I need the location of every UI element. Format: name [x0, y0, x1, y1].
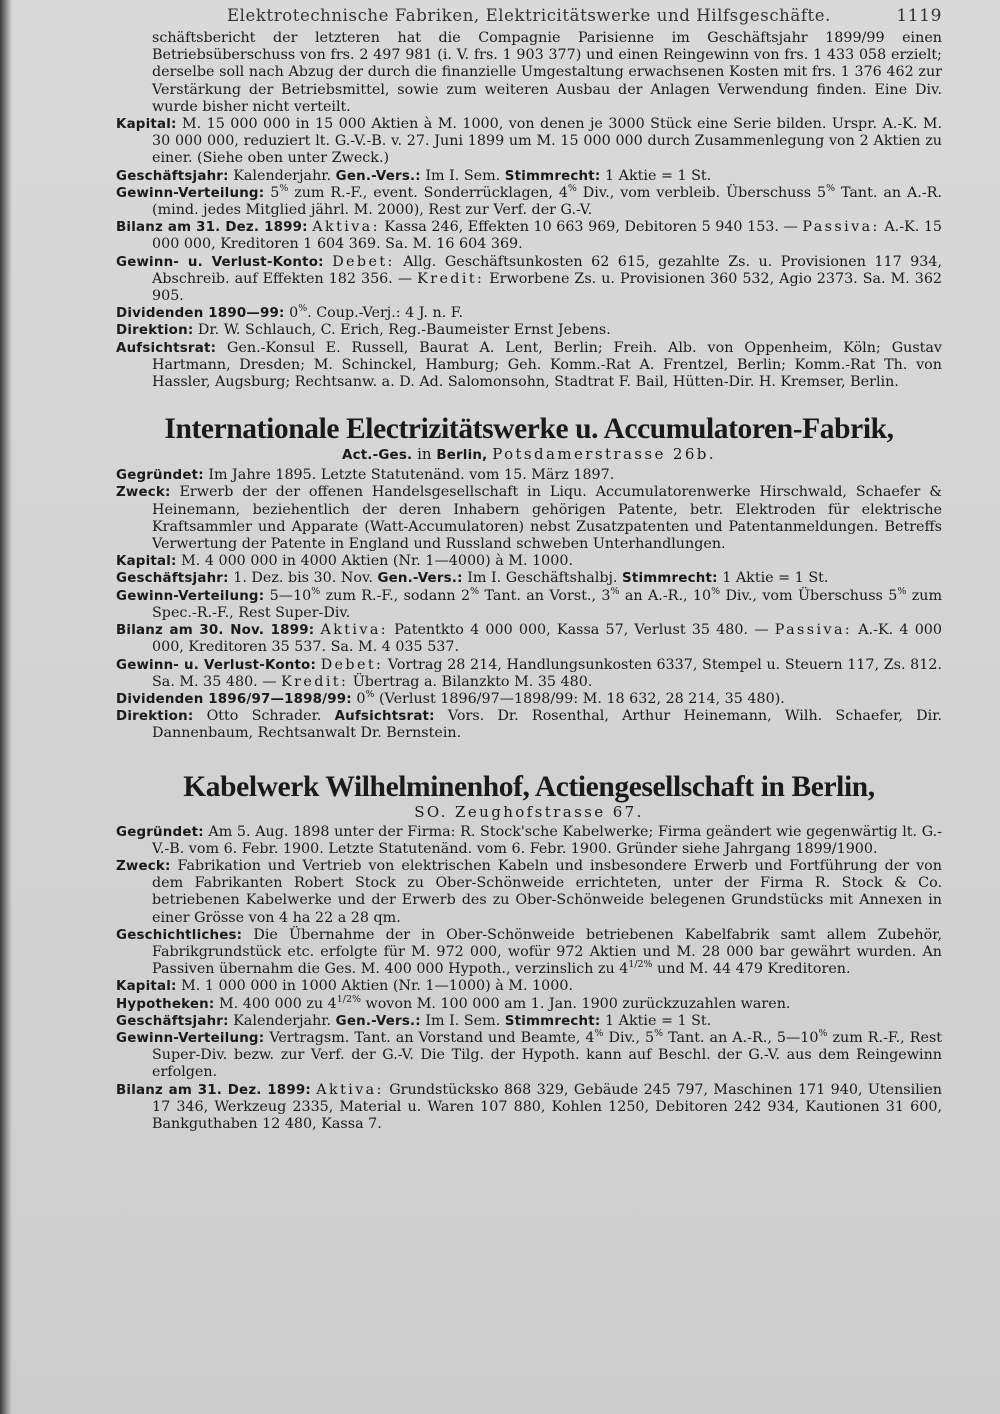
- sr-label: Stimmrecht:: [504, 168, 601, 184]
- guv-label: Gewinn- u. Verlust-Konto:: [116, 657, 317, 673]
- debet-text: Vortrag 28 214, Handlungsunkosten 6337, Stempel u. Steuern 117, Zs. 812. Sa. M. 35 480. —: [152, 656, 942, 690]
- div-tail: (Verlust 1896/97—1898/99: M. 18 632, 28 214, 35 480).: [378, 690, 785, 707]
- entry1-dividenden: [116, 305, 942, 322]
- gj-label: Geschäftsjahr:: [116, 1013, 229, 1029]
- gv-part: Tant. an A.-R., 5—10: [668, 1029, 819, 1046]
- entry1-kapital: [116, 116, 942, 168]
- entry2-gegruendet: [116, 467, 942, 484]
- aktiva-label: Aktiva:: [316, 1081, 384, 1098]
- zweck-text: Erwerb der der offenen Handelsgesellschaft in Liqu. Accumulatorenwerke Hirschwald, Schaefer & Heinemann, beziehentlich der deren Inhabern gehörigen Patente, betr. Elektroden für elektrische Kraftsammler und Apparate (Watt-Accumulatoren) nebst Zusatzpatenten und Patentanmeldungen. Betreffs Verwertung der Patente in England und Russland schweben Unterhandlungen.: [152, 484, 942, 553]
- passiva-text: A.-K. 4 000 000, Kreditoren 35 537. Sa. M. 4 035 537.: [152, 622, 943, 656]
- gv-text: Im I. Geschäftshalbj.: [467, 570, 618, 587]
- bilanz-label: Bilanz am 31. Dez. 1899:: [116, 1082, 311, 1098]
- percent-sign: %: [567, 183, 577, 195]
- entry1-geschaeftsjahr: [116, 168, 942, 185]
- percent-sign: %: [711, 585, 721, 597]
- entry3-zweck: [116, 858, 942, 927]
- sr-text: 1 Aktie = 1 St.: [605, 167, 712, 184]
- entry1-bilanz: [116, 219, 942, 253]
- gv-part: 5: [270, 184, 280, 201]
- entry-kabelwerk: [116, 824, 942, 1134]
- gv-part: Div., vom Überschuss 5: [725, 587, 898, 604]
- entry2-geschaeftsjahr: [116, 570, 942, 587]
- section-gap: [116, 743, 942, 771]
- kapital-label: Kapital:: [116, 979, 177, 995]
- div-value: 0: [356, 690, 366, 707]
- kapital-text: M. 4 000 000 in 4000 Aktien (Nr. 1—4000) à M. 1000.: [181, 553, 573, 570]
- aktiva-text: Kassa 246, Effekten 10 663 969, Debitoren 5 940 153. —: [384, 219, 798, 236]
- gv-part: zum R.-F., Rest Super-Div. bezw. zur Verf. der G.-V. Die Tilg. der Hypoth. kann auf Beschl. der G.-V. aus dem Reingewinn erfolgen.: [152, 1029, 943, 1081]
- company-address: SO. Zeughofstrasse 67.: [414, 802, 644, 821]
- percent-sign: %: [826, 183, 836, 195]
- percent-sign: %: [643, 959, 653, 971]
- gj-label: Geschäftsjahr:: [116, 571, 229, 587]
- entry1-aufsichtsrat: [116, 340, 942, 392]
- entry3-bilanz: [116, 1082, 942, 1134]
- percent-sign: %: [351, 993, 361, 1005]
- percent-sign: %: [311, 585, 321, 597]
- percent-sign: %: [470, 585, 480, 597]
- ar-label: Aufsichtsrat:: [334, 709, 435, 725]
- hyp-text: M. 400 000 zu 4: [219, 995, 337, 1012]
- entry1-intro: schäftsbericht der letzteren hat die Compagnie Parisienne im Geschäftsjahr 1899/99 einen Betriebsüberschuss von frs. 2 497 981 (i. V. frs. 1 903 377) und einen Reingewinn von frs. 1 433 058 erzielt; derselbe soll nach Abzug der durch die finanzielle Umgestaltung erwachsenen Kosten mit frs. 1 376 462 zur Verstärkung der Betriebsmittel, sowie zum weiteren Ausbau der Anlagen Verwendung finden. Eine Div. wurde bisher nicht verteilt.: [152, 30, 942, 115]
- page-number: 1119: [896, 6, 942, 26]
- guv-label: Gewinn- u. Verlust-Konto:: [116, 254, 324, 270]
- fraction: 1/2: [628, 959, 644, 971]
- percent-sign: %: [654, 1028, 664, 1040]
- running-head: [116, 4, 942, 30]
- percent-sign: %: [610, 585, 620, 597]
- gv-part: 5—10: [269, 587, 312, 604]
- kapital-text: M. 15 000 000 in 15 000 Aktien à M. 1000, von denen je 3000 Stück eine Serie bilden. Urspr. A.-K. M. 30 000 000, reduziert lt. G.-V.-B. v. 27. Juni 1899 um M. 15 000 000 durch Zusammenlegung von 2 Aktien zu einer. (Siehe oben unter Zweck.): [152, 116, 942, 167]
- aktiva-text: Grundstücksko 868 329, Gebäude 245 797, Maschinen 171 940, Utensilien 17 346, Werkzeug 2335, Material u. Waren 107 880, Kohlen 1250, Debitoren 242 934, Kautionen 31 600, Bankguthaben 12 480, Kassa 7.: [152, 1081, 943, 1132]
- aktiva-label: Aktiva:: [312, 219, 380, 236]
- gj-text: Kalenderjahr.: [233, 167, 332, 184]
- company-address: Potsdamerstrasse 26b.: [492, 445, 716, 464]
- percent-sign: %: [279, 183, 289, 195]
- passiva-text: A.-K. 15 000 000, Kreditoren 1 604 369. Sa. M. 16 604 369.: [152, 219, 943, 253]
- entry3-geschichtliches: [116, 927, 942, 979]
- kredit-text: Übertrag a. Bilanzkto M. 35 480.: [352, 673, 593, 690]
- fraction: 1/2: [336, 993, 352, 1005]
- kapital-label: Kapital:: [116, 117, 177, 133]
- entry2-bilanz: [116, 622, 942, 656]
- sr-text: 1 Aktie = 1 St.: [722, 570, 829, 587]
- kapital-text: M. 1 000 000 in 1000 Aktien (Nr. 1—1000) à M. 1000.: [181, 978, 573, 995]
- div-value: 0: [289, 305, 299, 322]
- sr-label: Stimmrecht:: [504, 1013, 601, 1029]
- entry1-guv: [116, 254, 942, 306]
- sub-in: in: [417, 445, 432, 464]
- ar-label: Aufsichtsrat:: [116, 340, 217, 356]
- company-city: Berlin,: [436, 448, 488, 464]
- dir-text: Otto Schrader.: [206, 708, 322, 725]
- percent-sign: %: [818, 1028, 828, 1040]
- gv-part: Div., 5: [608, 1029, 655, 1046]
- sr-label: Stimmrecht:: [622, 571, 718, 587]
- entry3-gegruendet: [116, 824, 942, 858]
- gv-part: zum R.-F., event. Sonderrücklagen, 4: [294, 184, 568, 201]
- gv-text: Im I. Sem.: [425, 167, 501, 184]
- gesch-label: Geschichtliches:: [116, 927, 243, 943]
- gegr-text: Am 5. Aug. 1898 unter der Firma: R. Stock'sche Kabelwerke; Firma geändert wie gegenwärtig lt. G.-V.-B. vom 6. Febr. 1900. Letzte Statutenänd. vom 6. Febr. 1900. Gründer siehe Jahrgang 1899/1900.: [152, 823, 942, 857]
- entry3-kapital: [116, 978, 942, 995]
- zweck-label: Zweck:: [116, 485, 171, 501]
- debet-label: Debet:: [332, 253, 395, 270]
- gegr-label: Gegründet:: [116, 824, 204, 840]
- passiva-label: Passiva:: [774, 622, 853, 639]
- gv-part: Tant. an A.-R. (mind. jedes Mitglied jährl. M. 2000), Rest zur Verf. der G.-V.: [152, 184, 942, 219]
- dir-label: Direktion:: [116, 709, 194, 725]
- sr-text: 1 Aktie = 1 St.: [605, 1012, 712, 1029]
- entry2-zweck: [116, 484, 942, 553]
- gv-part: zum Spec.-R.-F., Rest Super-Div.: [152, 587, 943, 621]
- entry3-gewinn-verteilung: [116, 1030, 942, 1082]
- gv-part: Div., vom verbleib. Überschuss 5: [582, 184, 827, 201]
- gv-part: Vertragsm. Tant. an Vorstand und Beamte, 4: [269, 1029, 595, 1046]
- debet-label: Debet:: [320, 656, 384, 673]
- section-gap: [116, 391, 942, 413]
- company-subtitle: [116, 445, 942, 465]
- gewinnvert-label: Gewinn-Verteilung:: [116, 588, 265, 604]
- gegr-label: Gegründet:: [116, 468, 204, 484]
- kredit-text: Erworbene Zs. u. Provisionen 360 532, Agio 2373. Sa. M. 362 905.: [152, 270, 943, 305]
- hyp-text: wovon M. 100 000 am 1. Jan. 1900 zurückzuzahlen waren.: [365, 995, 791, 1012]
- ar-text: Vors. Dr. Rosenthal, Arthur Heinemann, Wilh. Schaefer, Dir. Dannenbaum, Rechtsanwalt Dr. Bernstein.: [152, 708, 942, 742]
- percent-sign: %: [594, 1028, 604, 1040]
- passiva-label: Passiva:: [802, 219, 880, 236]
- gewinnvert-label: Gewinn-Verteilung:: [116, 1030, 265, 1046]
- entry2-guv: [116, 657, 942, 691]
- entry-internationale: [116, 467, 942, 742]
- gewinnvert-label: Gewinn-Verteilung:: [116, 185, 265, 201]
- entry3-hypotheken: [116, 993, 942, 1013]
- company-form: Act.-Ges.: [342, 448, 413, 464]
- gj-text: 1. Dez. bis 30. Nov.: [233, 570, 373, 587]
- zweck-label: Zweck:: [116, 858, 171, 874]
- hyp-label: Hypotheken:: [116, 996, 215, 1012]
- kredit-label: Kredit:: [281, 673, 349, 690]
- entry2-gewinn-verteilung: [116, 585, 943, 622]
- gj-label: Geschäftsjahr:: [116, 168, 229, 184]
- running-title: Elektrotechnische Fabriken, Elektricitätswerke und Hilfsgeschäfte.: [227, 6, 831, 25]
- gv-label: Gen.-Vers.:: [335, 168, 421, 184]
- entry-compagnie-continued: [116, 30, 942, 391]
- entry2-dividenden: [116, 691, 942, 708]
- gv-part: an A.-R., 10: [624, 587, 712, 604]
- ar-text: Gen.-Konsul E. Russell, Baurat A. Lent, Berlin; Freih. Alb. von Oppenheim, Köln; Gustav Hartmann, Dresden; M. Schinckel, Hamburg; Geh. Komm.-Rat A. Frentzel, Berlin; Komm.-Rat Th. von Hassler, Augsburg; Rechtsanw. a. D. Ad. Salomonsohn, Stadtrat F. Bail, Hütten-Dir. H. Kremser, Berlin.: [152, 339, 943, 391]
- gv-part: Tant. an Vorst., 3: [484, 587, 611, 604]
- entry2-kapital: [116, 553, 942, 570]
- percent-sign: %: [298, 303, 308, 315]
- gv-label: Gen.-Vers.:: [377, 571, 463, 587]
- div-tail: . Coup.-Verj.: 4 J. n. F.: [307, 305, 464, 322]
- gj-text: Kalenderjahr.: [233, 1012, 332, 1029]
- div-label: Dividenden 1890—99:: [116, 306, 285, 322]
- zweck-text: Fabrikation und Vertrieb von elektrischen Kabeln und insbesondere Erwerb und Fortführung der von dem Fabrikanten Robert Stock zu Ober-Schönweide errichteten, unter der Firma R. Stock & Co. betriebenen Kabelwerke und der Erwerb des zu Ober-Schönweide belegenen Grundstücks mit Annexen in einer Grösse von 4 ha 22 a 28 qm.: [152, 857, 942, 926]
- debet-text: Allg. Geschäftsunkosten 62 615, gezahlte Zs. u. Provisionen 117 934, Abschreib. auf Effekten 182 356. —: [152, 253, 942, 287]
- company-title-kabelwerk: Kabelwerk Wilhelminenhof, Actiengesellschaft in Berlin,: [183, 770, 875, 803]
- kredit-label: Kredit:: [417, 270, 485, 287]
- kapital-label: Kapital:: [116, 554, 177, 570]
- gv-part: zum R.-F., sodann 2: [325, 587, 471, 604]
- percent-sign: %: [365, 689, 375, 701]
- dir-label: Direktion:: [116, 323, 194, 339]
- gesch-text: Die Übernahme der in Ober-Schönweide betriebenen Kabelfabrik samt allem Zubehör, Fabrikgrundstück etc. erfolgte für M. 972 000, wofür 972 Aktien und M. 28 000 bar gewährt wurden. An Passiven übernahm die Ges. M. 400 000 Hypoth., verzinslich zu 4: [152, 926, 943, 978]
- gegr-text: Im Jahre 1895. Letzte Statutenänd. vom 15. März 1897.: [208, 467, 615, 484]
- bilanz-label: Bilanz am 31. Dez. 1899:: [116, 220, 308, 236]
- gesch-tail: und M. 44 479 Kreditoren.: [657, 961, 851, 978]
- bilanz-label: Bilanz am 30. Nov. 1899:: [116, 623, 315, 639]
- percent-sign: %: [897, 585, 907, 597]
- div-label: Dividenden 1896/97—1898/99:: [116, 691, 352, 707]
- aktiva-text: Patentkto 4 000 000, Kassa 57, Verlust 35 480. —: [394, 622, 769, 639]
- aktiva-label: Aktiva:: [320, 622, 389, 639]
- gv-text: Im I. Sem.: [425, 1012, 501, 1029]
- company-title-internationale: Internationale Electrizitätswerke u. Accumulatoren-Fabrik,: [164, 413, 894, 446]
- dir-text: Dr. W. Schlauch, C. Erich, Reg.-Baumeister Ernst Jebens.: [197, 322, 611, 339]
- entry1-direktion: [116, 322, 942, 339]
- entry1-gewinn-verteilung: [116, 185, 942, 219]
- gv-label: Gen.-Vers.:: [335, 1013, 421, 1029]
- entry2-direktion: [116, 708, 942, 742]
